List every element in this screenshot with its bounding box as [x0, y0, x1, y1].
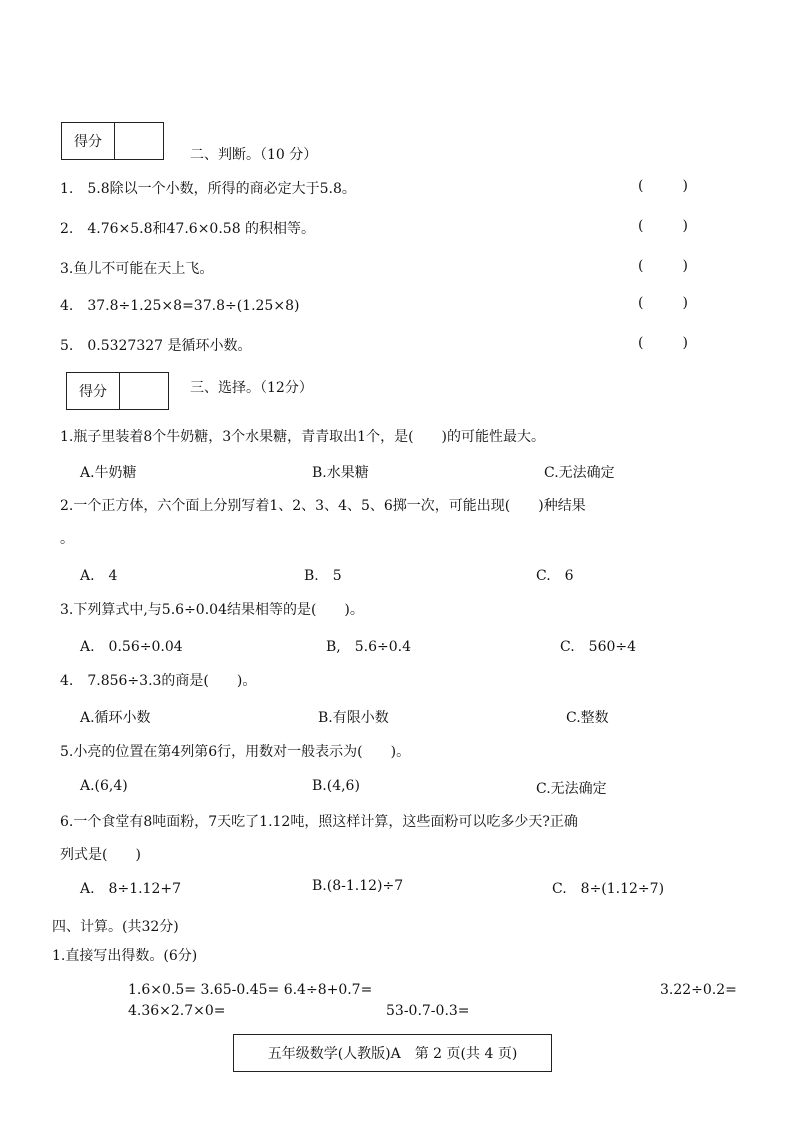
score-box-section-2 — [61, 122, 164, 160]
option-1c[interactable]: C.无法确定 — [544, 465, 615, 481]
score-blank[interactable] — [120, 373, 168, 409]
calc-row-1b: 3.22÷0.2= — [660, 982, 737, 998]
section-2-title: 二、判断。（10 分） — [190, 147, 318, 163]
option-4a[interactable]: A.循环小数 — [80, 710, 151, 726]
choice-question-4: 4. 7.856÷3.3的商是( )。 — [60, 673, 257, 689]
answer-paren-3[interactable]: ( ) — [638, 258, 688, 274]
option-6b[interactable]: B.(8-1.12)÷7 — [312, 878, 404, 894]
score-box-section-3 — [66, 372, 169, 410]
choice-question-2-cont: 。 — [60, 531, 74, 547]
page-footer: 五年级数学(人教版)A 第 2 页(共 4 页) — [233, 1034, 552, 1072]
option-6c[interactable]: C. 8÷(1.12÷7) — [552, 881, 665, 897]
answer-paren-2[interactable]: ( ) — [638, 218, 688, 234]
section-4-sub-1: 1.直接写出得数。(6分) — [52, 948, 198, 964]
judge-item-2: 2. 4.76×5.8和47.6×0.58 的积相等。 — [60, 221, 316, 237]
choice-question-1: 1.瓶子里装着8个牛奶糖，3个水果糖，青青取出1个，是( )的可能性最大。 — [60, 429, 546, 445]
option-3a[interactable]: A. 0.56÷0.04 — [80, 639, 183, 655]
judge-item-3: 3.鱼儿不可能在天上飞。 — [60, 261, 214, 277]
choice-question-6: 6.一个食堂有8吨面粉，7天吃了1.12吨，照这样计算，这些面粉可以吃多少天?正确 — [60, 814, 578, 830]
choice-question-3: 3.下列算式中,与5.6÷0.04结果相等的是( )。 — [60, 602, 364, 618]
score-blank[interactable] — [115, 123, 163, 159]
judge-item-4: 4. 37.8÷1.25×8=37.8÷(1.25×8) — [60, 298, 300, 314]
choice-question-5: 5.小亮的位置在第4列第6行，用数对一般表示为( )。 — [60, 744, 411, 760]
answer-paren-4[interactable]: ( ) — [638, 295, 688, 311]
calc-row-2b: 53-0.7-0.3= — [386, 1003, 470, 1019]
choice-question-2: 2.一个正方体，六个面上分别写着1、2、3、4、5、6掷一次，可能出现( )种结果 — [60, 498, 586, 514]
option-5a[interactable]: A.(6,4) — [80, 778, 128, 794]
option-1a[interactable]: A.牛奶糖 — [80, 465, 137, 481]
option-5b[interactable]: B.(4,6) — [312, 778, 360, 794]
option-5c[interactable]: C.无法确定 — [536, 781, 607, 797]
option-2b[interactable]: B. 5 — [304, 568, 342, 584]
answer-paren-5[interactable]: ( ) — [638, 335, 688, 351]
option-4c[interactable]: C.整数 — [566, 710, 609, 726]
section-3-title: 三、选择。（12分） — [190, 380, 313, 396]
option-3c[interactable]: C. 560÷4 — [560, 639, 637, 655]
option-2c[interactable]: C. 6 — [536, 568, 574, 584]
score-label: 得分 — [62, 123, 115, 159]
calc-row-1a: 1.6×0.5= 3.65-0.45= 6.4÷8+0.7= — [128, 982, 373, 998]
judge-item-5: 5. 0.5327327 是循环小数。 — [60, 338, 252, 354]
option-1b[interactable]: B.水果糖 — [312, 465, 369, 481]
option-3b[interactable]: B, 5.6÷0.4 — [326, 639, 411, 655]
section-4-title: 四、计算。(共32分) — [52, 919, 179, 935]
answer-paren-1[interactable]: ( ) — [638, 178, 688, 194]
option-2a[interactable]: A. 4 — [80, 568, 118, 584]
score-label: 得分 — [67, 373, 120, 409]
judge-item-1: 1. 5.8除以一个小数，所得的商必定大于5.8。 — [60, 181, 356, 197]
option-4b[interactable]: B.有限小数 — [318, 710, 389, 726]
option-6a[interactable]: A. 8÷1.12+7 — [80, 881, 182, 897]
choice-question-6-cont: 列式是( ) — [60, 847, 141, 863]
calc-row-2a: 4.36×2.7×0= — [128, 1003, 226, 1019]
